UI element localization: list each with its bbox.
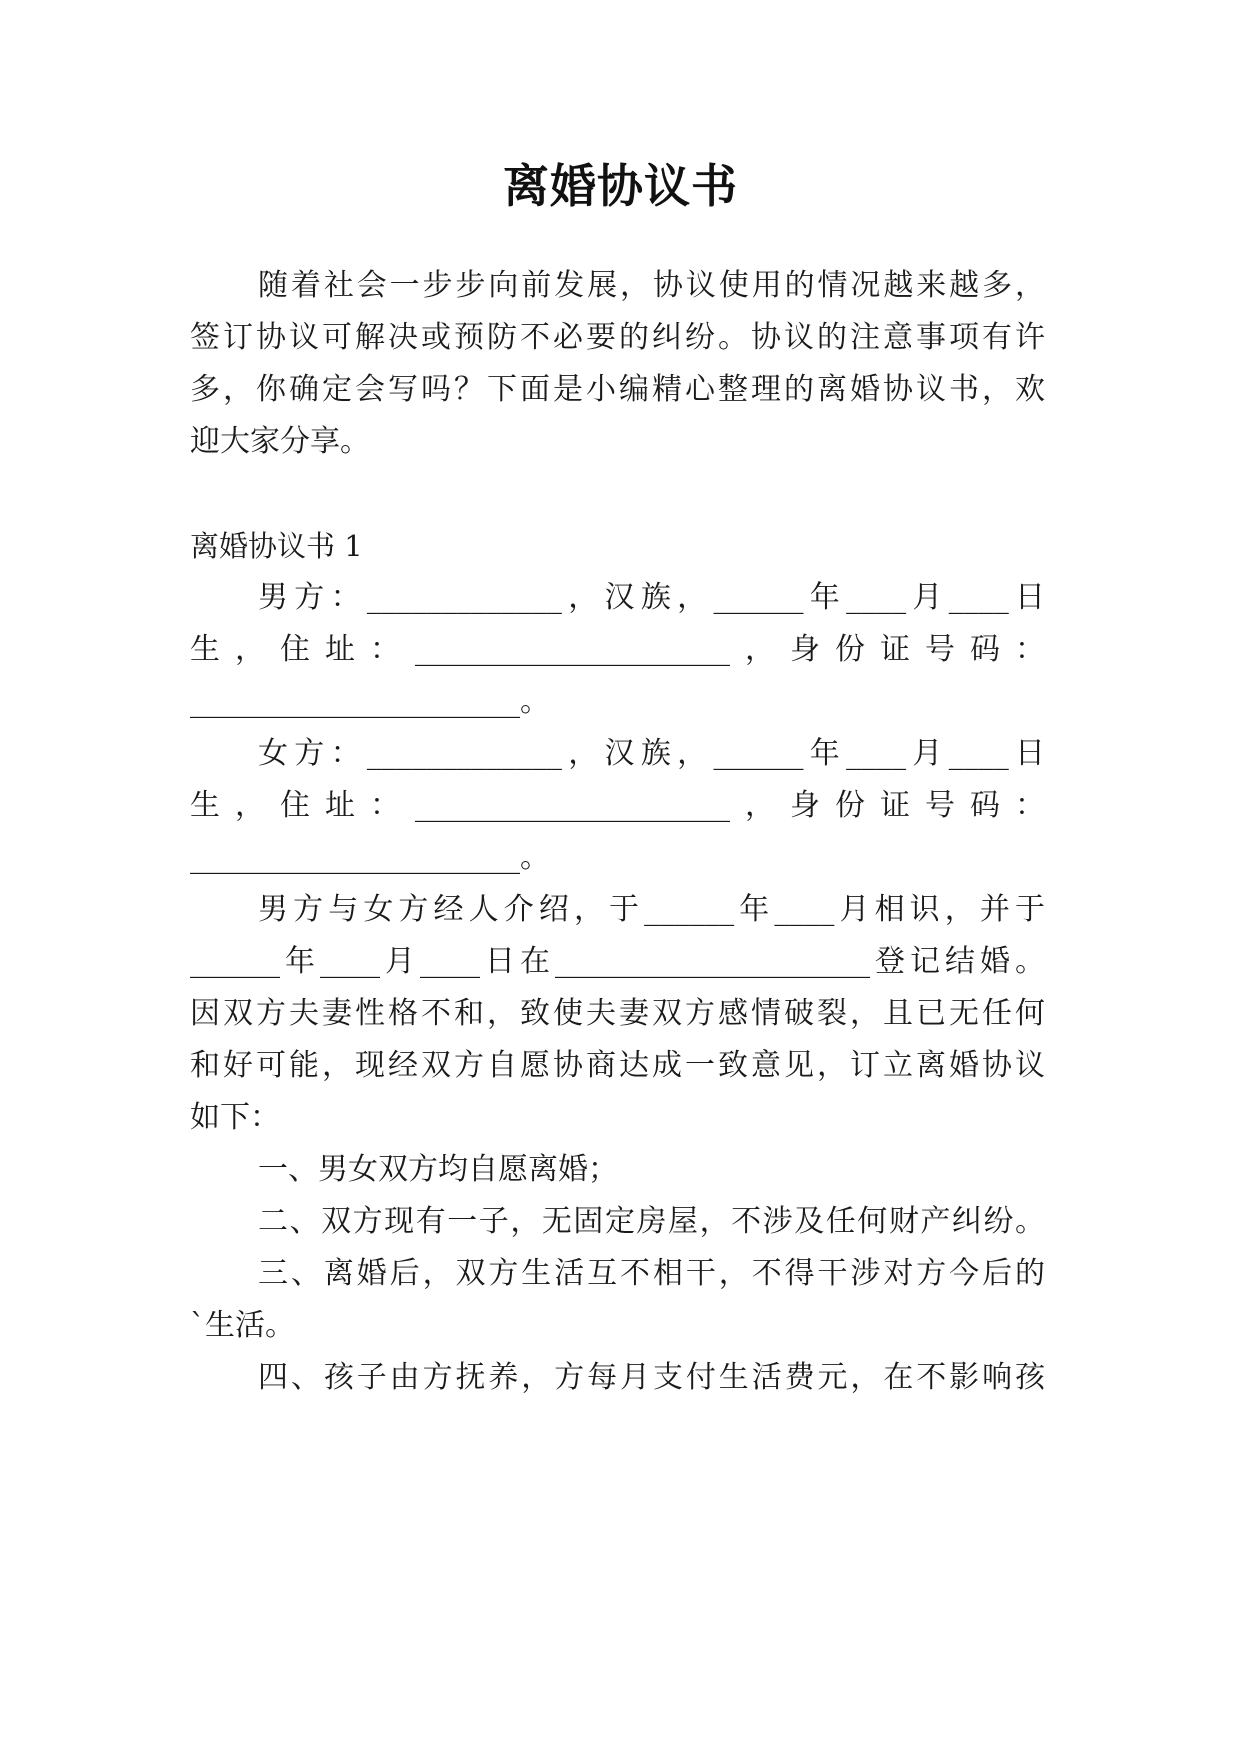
document-title: 离婚协议书 <box>503 159 738 213</box>
section-heading: 离婚协议书 1 <box>190 529 363 563</box>
intro-line-4: 迎大家分享。 <box>190 424 370 459</box>
intro-line-2: 签订协议可解决或预防不必要的纠纷。协议的注意事项有许 <box>190 320 1045 355</box>
marriage-paragraph-line-2: ______年____月____日在_____________________登记结婚。 <box>190 944 1045 979</box>
male-party-line-2: 生，住址：_____________________，身份证号码： <box>190 632 1045 667</box>
clause-3-line-2: `生活。 <box>190 1308 295 1343</box>
clause-4-line-1: 四、孩子由方抚养，方每月支付生活费元，在不影响孩 <box>258 1360 1045 1395</box>
female-party-line-2: 生，住址：_____________________，身份证号码： <box>190 788 1045 823</box>
clause-3-line-1: 三、离婚后，双方生活互不相干，不得干涉对方今后的 <box>258 1256 1045 1291</box>
marriage-paragraph-line-1: 男方与女方经人介绍，于______年____月相识，并于 <box>258 892 1045 927</box>
marriage-paragraph-line-4: 和好可能，现经双方自愿协商达成一致意见，订立离婚协议 <box>190 1048 1045 1083</box>
female-party-line-1: 女方：_____________，汉族，______年____月____日 <box>258 736 1045 771</box>
clause-1: 一、男女双方均自愿离婚； <box>258 1152 618 1187</box>
female-party-line-3: ______________________。 <box>190 840 550 875</box>
marriage-paragraph-line-3: 因双方夫妻性格不和，致使夫妻双方感情破裂，且已无任何 <box>190 996 1045 1031</box>
intro-line-1: 随着社会一步步向前发展，协议使用的情况越来越多， <box>258 268 1045 303</box>
clause-2: 二、双方现有一子，无固定房屋，不涉及任何财产纠纷。 <box>258 1204 1045 1239</box>
male-party-line-1: 男方：_____________，汉族，______年____月____日 <box>258 580 1045 615</box>
male-party-line-3: ______________________。 <box>190 684 550 719</box>
marriage-paragraph-line-5: 如下： <box>190 1100 280 1135</box>
intro-line-3: 多，你确定会写吗？下面是小编精心整理的离婚协议书，欢 <box>190 372 1045 407</box>
